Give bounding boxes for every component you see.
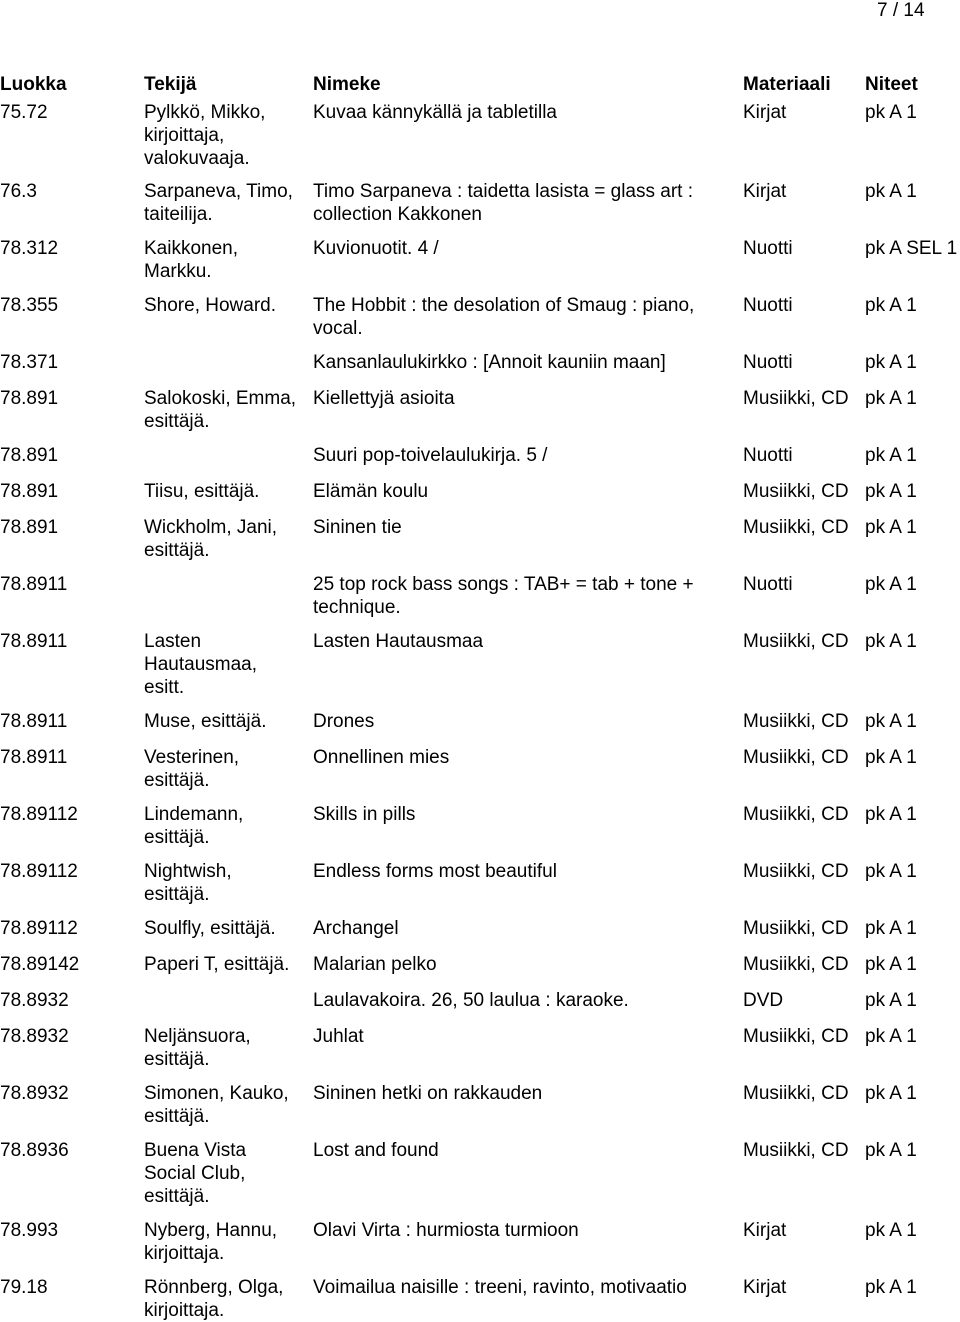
tekija-cell: Lasten — [144, 631, 202, 652]
luokka-cell: 78.993 — [0, 1220, 59, 1241]
nimeke-cell: Kansanlaulukirkko : [Annoit kauniin maan] — [313, 352, 666, 373]
header-tekija: Tekijä — [144, 74, 197, 95]
materiaali-cell: Kirjat — [743, 1220, 787, 1241]
luokka-cell: 78.89142 — [0, 954, 80, 975]
niteet-cell: pk A 1 — [865, 102, 917, 123]
materiaali-cell: Kirjat — [743, 1277, 787, 1298]
nimeke-cell: technique. — [313, 597, 401, 618]
nimeke-cell: Kiellettyjä asioita — [313, 388, 455, 409]
niteet-cell: pk A 1 — [865, 954, 917, 975]
tekija-cell: Rönnberg, Olga, — [144, 1277, 284, 1298]
luokka-cell: 78.8932 — [0, 990, 69, 1011]
materiaali-cell: Musiikki, CD — [743, 918, 849, 939]
materiaali-cell: DVD — [743, 990, 784, 1011]
niteet-cell: pk A 1 — [865, 1140, 917, 1161]
niteet-cell: pk A 1 — [865, 574, 917, 595]
luokka-cell: 78.8911 — [0, 631, 68, 652]
nimeke-cell: Archangel — [313, 918, 399, 939]
tekija-cell: Nyberg, Hannu, — [144, 1220, 278, 1241]
materiaali-cell: Nuotti — [743, 238, 793, 259]
niteet-cell: pk A 1 — [865, 481, 917, 502]
materiaali-cell: Musiikki, CD — [743, 861, 849, 882]
nimeke-cell: Malarian pelko — [313, 954, 437, 975]
nimeke-cell: Sininen tie — [313, 517, 402, 538]
niteet-cell: pk A 1 — [865, 388, 917, 409]
tekija-cell: esittäjä. — [144, 1186, 210, 1207]
header-materiaali: Materiaali — [743, 74, 831, 95]
tekija-cell: Simonen, Kauko, — [144, 1083, 289, 1104]
luokka-cell: 78.8911 — [0, 711, 68, 732]
luokka-cell: 78.371 — [0, 352, 59, 373]
tekija-cell: esitt. — [144, 677, 185, 698]
tekija-cell: Pylkkö, Mikko, — [144, 102, 266, 123]
luokka-cell: 78.8911 — [0, 747, 68, 768]
nimeke-cell: Voimailua naisille : treeni, ravinto, motivaatio — [313, 1277, 687, 1298]
materiaali-cell: Musiikki, CD — [743, 388, 849, 409]
niteet-cell: pk A 1 — [865, 631, 917, 652]
niteet-cell: pk A 1 — [865, 990, 917, 1011]
tekija-cell: esittäjä. — [144, 1049, 210, 1070]
tekija-cell: Hautausmaa, — [144, 654, 258, 675]
materiaali-cell: Kirjat — [743, 181, 787, 202]
niteet-cell: pk A 1 — [865, 918, 917, 939]
luokka-cell: 78.89112 — [0, 804, 78, 825]
nimeke-cell: 25 top rock bass songs : TAB+ = tab + tone + — [313, 574, 694, 595]
nimeke-cell: Lost and found — [313, 1140, 439, 1161]
luokka-cell: 76.3 — [0, 181, 37, 202]
luokka-cell: 78.891 — [0, 445, 59, 466]
materiaali-cell: Musiikki, CD — [743, 804, 849, 825]
materiaali-cell: Musiikki, CD — [743, 517, 849, 538]
niteet-cell: pk A 1 — [865, 711, 917, 732]
nimeke-cell: Elämän koulu — [313, 481, 429, 502]
nimeke-cell: vocal. — [313, 318, 363, 339]
tekija-cell: Paperi T, esittäjä. — [144, 954, 290, 975]
header-nimeke: Nimeke — [313, 74, 381, 95]
tekija-cell: Shore, Howard. — [144, 295, 277, 316]
nimeke-cell: Endless forms most beautiful — [313, 861, 557, 882]
header-niteet: Niteet — [865, 74, 918, 95]
nimeke-cell: Sininen hetki on rakkauden — [313, 1083, 543, 1104]
nimeke-cell: Timo Sarpaneva : taidetta lasista = glass art : — [313, 181, 694, 202]
materiaali-cell: Nuotti — [743, 352, 793, 373]
luokka-cell: 78.8911 — [0, 574, 68, 595]
nimeke-cell: Lasten Hautausmaa — [313, 631, 484, 652]
tekija-cell: Soulfly, esittäjä. — [144, 918, 276, 939]
luokka-cell: 78.891 — [0, 388, 59, 409]
tekija-cell: Muse, esittäjä. — [144, 711, 267, 732]
tekija-cell: Vesterinen, — [144, 747, 240, 768]
luokka-cell: 78.891 — [0, 481, 59, 502]
materiaali-cell: Nuotti — [743, 445, 793, 466]
niteet-cell: pk A 1 — [865, 747, 917, 768]
tekija-cell: Lindemann, — [144, 804, 244, 825]
materiaali-cell: Nuotti — [743, 574, 793, 595]
luokka-cell: 78.355 — [0, 295, 59, 316]
nimeke-cell: Laulavakoira. 26, 50 laulua : karaoke. — [313, 990, 629, 1011]
materiaali-cell: Musiikki, CD — [743, 1140, 849, 1161]
niteet-cell: pk A 1 — [865, 352, 917, 373]
niteet-cell: pk A 1 — [865, 861, 917, 882]
tekija-cell: kirjoittaja. — [144, 1300, 225, 1321]
materiaali-cell: Nuotti — [743, 295, 793, 316]
niteet-cell: pk A 1 — [865, 1083, 917, 1104]
luokka-cell: 78.89112 — [0, 918, 78, 939]
tekija-cell: esittäjä. — [144, 540, 210, 561]
niteet-cell: pk A 1 — [865, 1026, 917, 1047]
page-number: 7 / 14 — [877, 0, 925, 21]
nimeke-cell: Olavi Virta : hurmiosta turmioon — [313, 1220, 579, 1241]
tekija-cell: valokuvaaja. — [144, 148, 250, 169]
tekija-cell: esittäjä. — [144, 827, 210, 848]
header-luokka: Luokka — [0, 74, 67, 95]
tekija-cell: Wickholm, Jani, — [144, 517, 278, 538]
materiaali-cell: Musiikki, CD — [743, 1026, 849, 1047]
materiaali-cell: Musiikki, CD — [743, 711, 849, 732]
niteet-cell: pk A 1 — [865, 295, 917, 316]
tekija-cell: Buena Vista — [144, 1140, 247, 1161]
luokka-cell: 78.312 — [0, 238, 59, 259]
luokka-cell: 78.8932 — [0, 1026, 69, 1047]
luokka-cell: 79.18 — [0, 1277, 48, 1298]
niteet-cell: pk A 1 — [865, 517, 917, 538]
materiaali-cell: Musiikki, CD — [743, 1083, 849, 1104]
tekija-cell: Sarpaneva, Timo, — [144, 181, 293, 202]
luokka-cell: 78.891 — [0, 517, 59, 538]
luokka-cell: 75.72 — [0, 102, 48, 123]
nimeke-cell: Skills in pills — [313, 804, 416, 825]
niteet-cell: pk A SEL 1 — [865, 238, 958, 259]
nimeke-cell: Juhlat — [313, 1026, 364, 1047]
nimeke-cell: collection Kakkonen — [313, 204, 482, 225]
nimeke-cell: The Hobbit : the desolation of Smaug : piano, — [313, 295, 695, 316]
luokka-cell: 78.8936 — [0, 1140, 69, 1161]
tekija-cell: esittäjä. — [144, 411, 210, 432]
materiaali-cell: Kirjat — [743, 102, 787, 123]
materiaali-cell: Musiikki, CD — [743, 954, 849, 975]
tekija-cell: Salokoski, Emma, — [144, 388, 297, 409]
tekija-cell: kirjoittaja. — [144, 1243, 225, 1264]
tekija-cell: Tiisu, esittäjä. — [144, 481, 260, 502]
materiaali-cell: Musiikki, CD — [743, 481, 849, 502]
tekija-cell: Neljänsuora, — [144, 1026, 251, 1047]
materiaali-cell: Musiikki, CD — [743, 747, 849, 768]
niteet-cell: pk A 1 — [865, 804, 917, 825]
tekija-cell: taiteilija. — [144, 204, 213, 225]
tekija-cell: esittäjä. — [144, 770, 210, 791]
tekija-cell: esittäjä. — [144, 884, 210, 905]
luokka-cell: 78.89112 — [0, 861, 78, 882]
materiaali-cell: Musiikki, CD — [743, 631, 849, 652]
tekija-cell: kirjoittaja, — [144, 125, 225, 146]
nimeke-cell: Suuri pop-toivelaulukirja. 5 / — [313, 445, 548, 466]
niteet-cell: pk A 1 — [865, 1220, 917, 1241]
niteet-cell: pk A 1 — [865, 1277, 917, 1298]
niteet-cell: pk A 1 — [865, 445, 917, 466]
nimeke-cell: Kuvionuotit. 4 / — [313, 238, 439, 259]
tekija-cell: Kaikkonen, — [144, 238, 239, 259]
tekija-cell: Social Club, — [144, 1163, 246, 1184]
nimeke-cell: Drones — [313, 711, 375, 732]
niteet-cell: pk A 1 — [865, 181, 917, 202]
nimeke-cell: Kuvaa kännykällä ja tabletilla — [313, 102, 557, 123]
tekija-cell: esittäjä. — [144, 1106, 210, 1127]
tekija-cell: Nightwish, — [144, 861, 232, 882]
luokka-cell: 78.8932 — [0, 1083, 69, 1104]
tekija-cell: Markku. — [144, 261, 212, 282]
nimeke-cell: Onnellinen mies — [313, 747, 450, 768]
